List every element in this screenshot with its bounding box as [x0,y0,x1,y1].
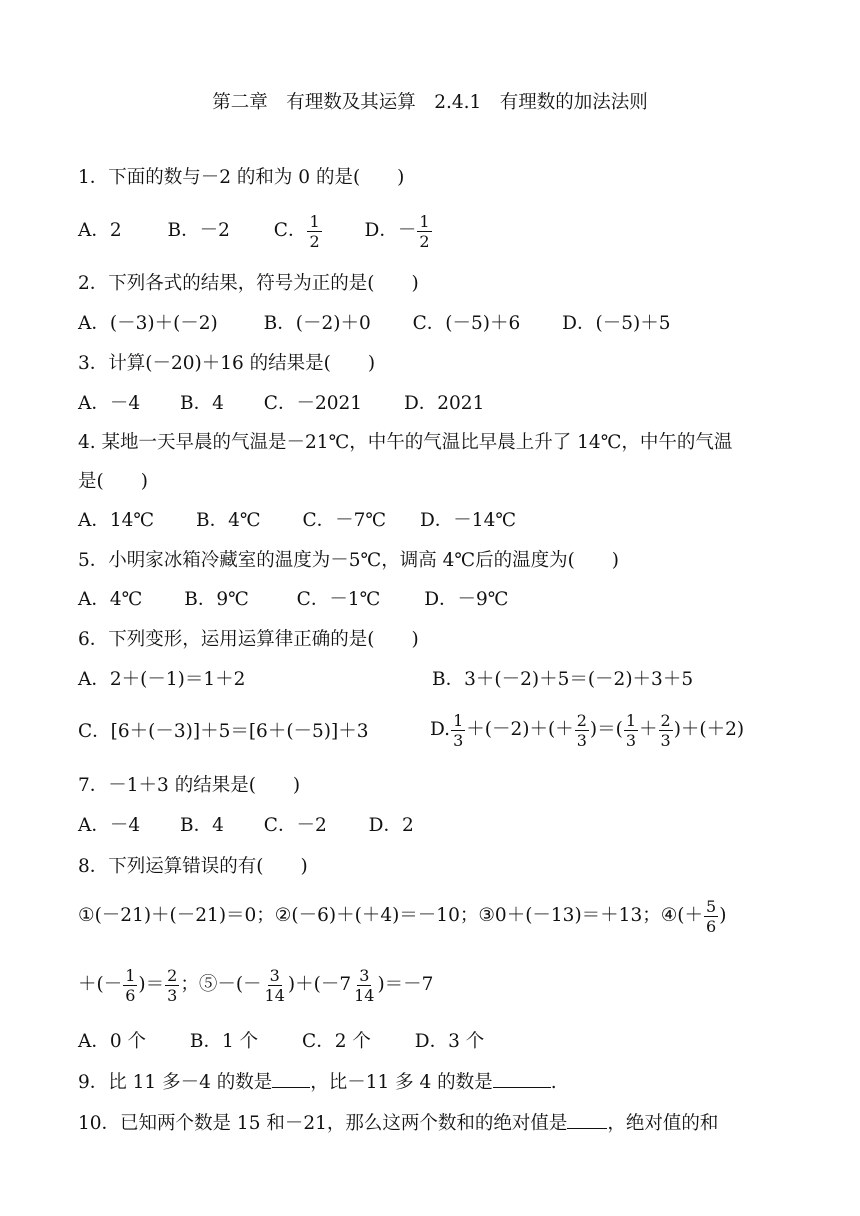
question-10-text: ，绝对值的和 [607,1113,719,1134]
question-4-stem-line-2: 是( ) [78,471,148,492]
option-b: B．1 个 [189,1031,259,1052]
option-d: D．2 [368,815,414,836]
option-b: B．4 [180,393,224,414]
answer-blank[interactable] [493,1069,551,1088]
fraction [123,967,137,1004]
answer-blank[interactable] [567,1110,607,1129]
question-5-options [78,588,509,612]
question-6-option-a: A．2＋(－1)＝1＋2 [78,669,246,690]
question-2-options [78,312,670,336]
fraction [659,712,673,749]
option-d-label: D. [430,719,451,740]
fraction-numerator: 2 [660,710,671,730]
question-6-option-b: B．3＋(－2)＋5＝(－2)＋3＋5 [432,669,694,690]
fraction [263,967,287,1004]
option-c: C．－1℃ [296,589,381,610]
question-8-line-1 [78,892,726,940]
option-a: A．14℃ [78,510,155,531]
question-10 [78,1110,718,1136]
question-6-option-d [430,706,744,754]
option-d: D．3 个 [414,1031,485,1052]
fraction-denominator: 6 [125,985,136,1005]
question-4-options [78,509,516,533]
question-8-stem: 8．下列运算错误的有( ) [78,856,308,877]
fraction-numerator: 5 [706,896,717,916]
question-6-option-c: C．[6＋(－3)]＋5＝[6＋(－5)]＋3 [78,721,369,742]
expression-text: )＝－7 [377,974,434,995]
expression-text: )＝( [589,719,623,740]
expression-text: )＝ [138,974,165,995]
page-title: 第二章 有理数及其运算 2.4.1 有理数的加法法则 [212,92,648,113]
question-2-stem: 2．下列各式的结果，符号为正的是( ) [78,273,419,294]
option-d: D．－14℃ [419,510,517,531]
expression-text: ＋(－ [78,974,123,995]
fraction-denominator: 3 [167,985,178,1005]
fraction-denominator: 3 [660,730,671,750]
question-1-options [78,210,433,252]
question-3-stem: 3．计算(－20)＋16 的结果是( ) [78,353,376,374]
fraction-numerator: 3 [359,965,370,985]
question-4-stem-line-1: 4. 某地一天早晨的气温是－21℃，中午的气温比早晨上升了 14℃，中午的气温 [78,432,733,453]
fraction-denominator: 14 [264,985,285,1005]
option-d: D．(－5)＋5 [562,313,671,334]
option-c [274,210,323,252]
fraction [165,967,179,1004]
fraction [575,712,589,749]
question-10-text: 10．已知两个数是 15 和－21，那么这两个数和的绝对值是 [78,1113,568,1134]
fraction-numerator: 2 [167,965,178,985]
option-a: A．4℃ [78,589,143,610]
option-b: B．4 [180,815,224,836]
option-c: C．2 个 [302,1031,371,1052]
option-c-label: C． [273,220,307,241]
expression-text: ；⑤－(－ [180,974,262,995]
fraction-denominator: 2 [419,231,430,251]
fraction [417,213,431,250]
option-b: B．(－2)＋0 [263,313,371,334]
option-a: A．0 个 [78,1031,147,1052]
fraction [352,967,376,1004]
option-b: B．4℃ [196,510,261,531]
option-b: B．－2 [167,220,230,241]
fraction [704,898,718,935]
option-d: D．－9℃ [424,589,509,610]
fraction-denominator: 6 [706,916,717,936]
question-7-options [78,814,414,838]
fraction-denominator: 3 [625,730,636,750]
question-5-stem: 5．小明家冰箱冷藏室的温度为－5℃，调高 4℃后的温度为( ) [78,550,620,571]
question-9-text: . [550,1072,557,1093]
fraction-denominator: 3 [453,730,464,750]
option-a: A．－4 [78,815,141,836]
question-8-line-2 [78,961,433,1009]
answer-blank[interactable] [272,1069,310,1088]
fraction-denominator: 2 [309,231,320,251]
fraction-numerator: 2 [576,710,587,730]
option-c: C．－7℃ [302,510,387,531]
question-6-stem: 6．下列变形，运用运算律正确的是( ) [78,629,419,650]
option-c: C．(－5)＋6 [412,313,521,334]
fraction [624,712,638,749]
option-a: A．2 [78,220,122,241]
fraction-numerator: 1 [419,211,430,231]
fraction-numerator: 1 [453,710,464,730]
option-d: D．2021 [403,393,485,414]
option-d-label: D．－ [364,220,417,241]
expression-text: ＋(－2)＋(＋ [466,719,574,740]
question-1-stem: 1．下面的数与－2 的和为 0 的是( ) [78,167,405,188]
fraction-numerator: 3 [269,965,280,985]
expression-text: ①(－21)＋(－21)＝0；②(－6)＋(＋4)＝－10；③0＋(－13)＝＋13；④(＋ [78,905,704,926]
question-8-options [78,1030,484,1054]
question-9-text: ，比－11 多 4 的数是 [310,1072,493,1093]
option-b: B．9℃ [184,589,249,610]
question-9 [78,1069,557,1095]
fraction-denominator: 14 [354,985,375,1005]
option-c: C．－2021 [263,393,363,414]
fraction-numerator: 1 [625,710,636,730]
fraction [307,213,321,250]
option-c: C．－2 [263,815,327,836]
fraction-numerator: 1 [309,211,320,231]
expression-text: )＋(＋2) [673,719,745,740]
question-7-stem: 7．－1＋3 的结果是( ) [78,775,301,796]
option-d [365,210,433,252]
fraction [451,712,465,749]
option-a: A．(－3)＋(－2) [78,313,218,334]
question-3-options [78,392,484,416]
expression-text: ) [719,905,727,926]
question-9-text: 9．比 11 多－4 的数是 [78,1072,273,1093]
fraction-denominator: 3 [576,730,587,750]
expression-text: )＋(－7 [287,974,352,995]
option-a: A．－4 [78,393,141,414]
expression-text: ＋ [639,719,658,740]
fraction-numerator: 1 [125,965,136,985]
